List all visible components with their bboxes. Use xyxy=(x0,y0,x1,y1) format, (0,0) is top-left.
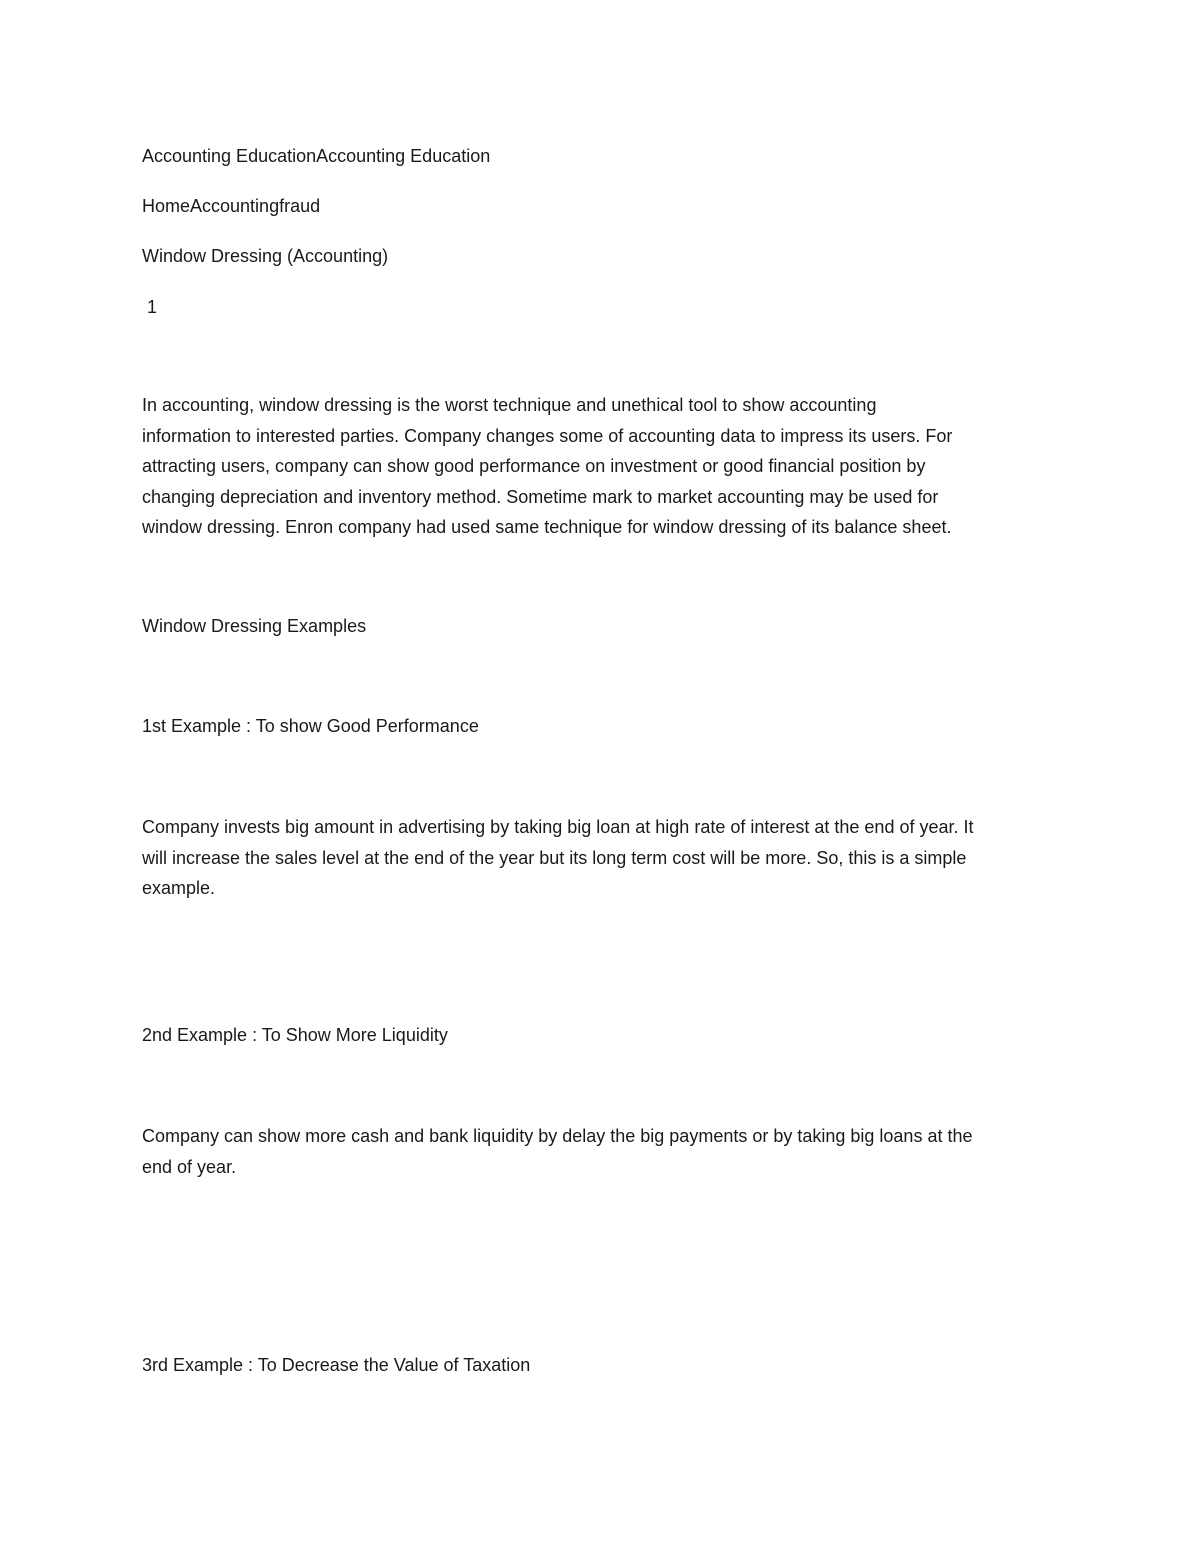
site-title: Accounting EducationAccounting Education xyxy=(142,146,491,166)
comment-count: 1 xyxy=(147,297,158,317)
intro-line: In accounting, window dressing is the worst technique and unethical tool to show accounting xyxy=(142,395,877,415)
intro-line: information to interested parties. Company changes some of accounting data to impress its users. For xyxy=(142,425,953,446)
intro-line: window dressing. Enron company had used same technique for window dressing of its balance sheet. xyxy=(142,517,952,537)
example2-line: Company can show more cash and bank liquidity by delay the big payments or by taking big loans at the xyxy=(142,1126,973,1146)
example2-line: end of year. xyxy=(142,1156,237,1177)
examples-heading: Window Dressing Examples xyxy=(142,616,367,636)
intro-paragraph xyxy=(142,390,1057,543)
example1-line: will increase the sales level at the end of the year but its long term cost will be more. So, this is a simple xyxy=(142,847,967,868)
breadcrumb: HomeAccountingfraud xyxy=(142,196,321,216)
article-title: Window Dressing (Accounting) xyxy=(142,246,389,266)
example1-heading: 1st Example : To show Good Performance xyxy=(142,716,479,736)
example1-line: example. xyxy=(142,878,216,898)
example1-line: Company invests big amount in advertising by taking big loan at high rate of interest at the end of year. It xyxy=(142,817,974,837)
example1-paragraph xyxy=(142,812,1057,904)
example2-paragraph xyxy=(142,1121,1057,1182)
intro-line: changing depreciation and inventory method. Sometime mark to market accounting may be used for xyxy=(142,486,939,507)
intro-line: attracting users, company can show good performance on investment or good financial position by xyxy=(142,456,926,476)
example2-heading: 2nd Example : To Show More Liquidity xyxy=(142,1025,448,1045)
example3-heading: 3rd Example : To Decrease the Value of Taxation xyxy=(142,1355,531,1375)
